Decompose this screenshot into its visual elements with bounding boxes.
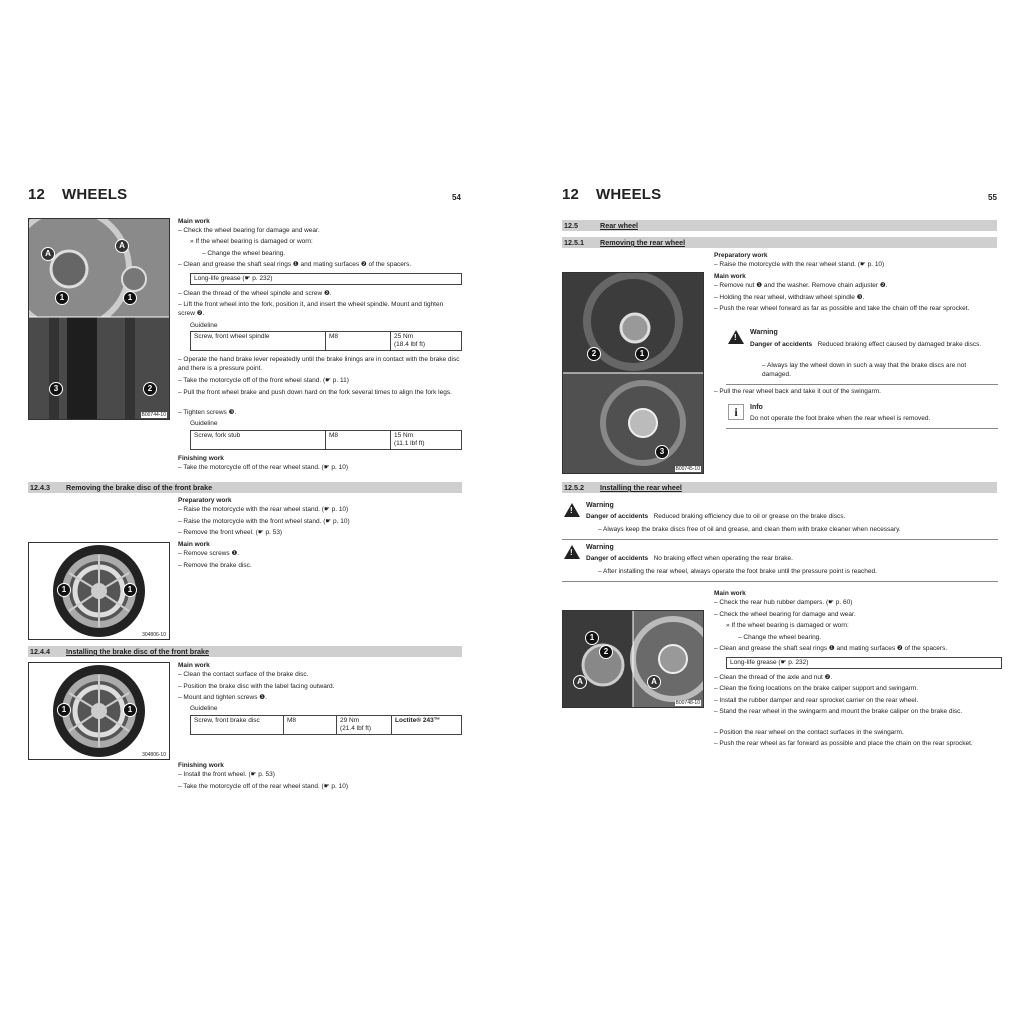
warning-text: Danger of accidents Reduced braking efficiency due to oil or grease on the brake discs. xyxy=(586,513,846,520)
step: – Operate the hand brake lever repeatedly until the brake linings are in contact with the brake disc and there is a pressure point. xyxy=(178,356,460,372)
step: – Take the motorcycle off of the rear wheel stand. (☛ p. 10) xyxy=(178,464,348,471)
step: – Check the rear hub rubber dampers. (☛ p. 60) xyxy=(714,599,853,606)
warning-box xyxy=(562,499,998,540)
chapter-heading xyxy=(562,186,661,203)
page-number: 55 xyxy=(988,193,997,202)
torque-table xyxy=(190,430,462,450)
spec-torque: 29 Nm (21.4 lbf ft) xyxy=(337,716,392,735)
figure-code: B00748-10 xyxy=(675,700,700,706)
step: – Remove screws ❶. xyxy=(178,550,240,557)
spec-name: Screw, front brake disc xyxy=(191,716,284,735)
spec-torque: 25 Nm (18.4 lbf ft) xyxy=(391,332,462,351)
chapter-title: WHEELS xyxy=(596,186,662,203)
step: – Clean and grease the shaft seal rings ❶ and mating surfaces ❷ of the spacers. xyxy=(178,261,412,268)
step: – Clean the fixing locations on the brake caliper support and swingarm. xyxy=(714,685,919,692)
spec-name: Screw, fork stub xyxy=(191,431,326,450)
section-header-12-5 xyxy=(562,220,997,231)
preparatory-work-label: Preparatory work xyxy=(714,252,768,259)
callout-a: A xyxy=(41,247,55,261)
step: – Install the front wheel. (☛ p. 53) xyxy=(178,771,275,778)
step: – Pull the rear wheel back and take it out of the swingarm. xyxy=(714,388,881,395)
section-title: Removing the rear wheel xyxy=(600,238,686,247)
warning-text: Danger of accidents No braking effect when operating the rear brake. xyxy=(586,555,793,562)
brake-disc-photo xyxy=(28,542,170,640)
grease-box: Long-life grease (☛ p. 232) xyxy=(726,657,1002,669)
section-title: Rear wheel xyxy=(600,221,638,230)
condition: » If the wheel bearing is damaged or worn: xyxy=(190,238,313,245)
main-work-label: Main work xyxy=(178,541,210,548)
step: – Raise the motorcycle with the front wheel stand. (☛ p. 10) xyxy=(178,518,350,525)
figure-code: B00744-10 xyxy=(141,412,166,418)
step: – Raise the motorcycle with the rear wheel stand. (☛ p. 10) xyxy=(178,506,349,513)
main-work-label: Main work xyxy=(178,662,210,669)
chapter-number: 12 xyxy=(28,186,46,203)
callout-a: A xyxy=(115,239,129,253)
callout-1: 1 xyxy=(123,703,137,717)
rear-hub-illustration xyxy=(563,611,703,707)
warning-triangle-icon: ! xyxy=(564,503,580,517)
spec-thread: M8 xyxy=(326,332,391,351)
warning-title: Warning xyxy=(586,544,614,551)
info-icon: i xyxy=(728,404,744,420)
step: – Take the motorcycle off of the front wheel stand. (☛ p. 11) xyxy=(178,377,349,384)
step: – Stand the rear wheel in the swingarm and mount the brake caliper on the brake disc. xyxy=(714,708,963,715)
callout-1: 1 xyxy=(57,703,71,717)
step: – Check the wheel bearing for damage and wear. xyxy=(178,227,320,234)
condition: » If the wheel bearing is damaged or worn: xyxy=(726,622,849,629)
callout-1: 1 xyxy=(57,583,71,597)
spec-thread: M8 xyxy=(326,431,391,450)
callout-1: 1 xyxy=(123,583,137,597)
figure-code: 304806-10 xyxy=(142,632,166,638)
step: – Mount and tighten screws ❶. xyxy=(178,694,267,701)
step: – Holding the rear wheel, withdraw wheel spindle ❸. xyxy=(714,294,865,301)
callout-a: A xyxy=(647,675,661,689)
step: – Position the brake disc with the label facing outward. xyxy=(178,683,335,690)
spec-thread: M8 xyxy=(284,716,337,735)
step: – Push the rear wheel forward as far as possible and take the chain off the rear sprocket. xyxy=(714,305,970,312)
preparatory-work-label: Preparatory work xyxy=(178,497,232,504)
step: – Lift the front wheel into the fork, position it, and insert the wheel spindle. Mount and tighten screw ❷. xyxy=(178,301,444,317)
page-number: 54 xyxy=(452,193,461,202)
warning-text: Danger of accidents Reduced braking effect caused by damaged brake discs. xyxy=(750,341,982,348)
step: – Push the rear wheel as far forward as possible and place the chain on the rear sprocket. xyxy=(714,740,973,747)
section-header-12-5-2 xyxy=(562,482,997,493)
warning-triangle-icon: ! xyxy=(564,545,580,559)
section-title: Removing the brake disc of the front brake xyxy=(66,483,213,492)
guideline-label: Guideline xyxy=(190,705,218,712)
main-work-label: Main work xyxy=(178,218,210,225)
rear-wheel-illustration xyxy=(563,273,703,473)
step: – Position the rear wheel on the contact surfaces in the swingarm. xyxy=(714,729,904,736)
step: – Clean and grease the shaft seal rings ❶ and mating surfaces ❷ of the spacers. xyxy=(714,645,948,652)
section-header-12-4-3 xyxy=(28,482,462,493)
warning-box xyxy=(726,326,998,385)
figure-code: 304806-10 xyxy=(142,752,166,758)
callout-1: 1 xyxy=(55,291,69,305)
callout-a: A xyxy=(573,675,587,689)
callout-1: 1 xyxy=(123,291,137,305)
brake-disc-install-photo xyxy=(28,662,170,760)
warning-box xyxy=(562,541,998,582)
section-title: Installing the rear wheel xyxy=(600,483,682,492)
step: – Clean the thread of the wheel spindle and screw ❷. xyxy=(178,290,332,297)
step: – Remove the brake disc. xyxy=(178,562,252,569)
step: – Install the rubber damper and rear sprocket carrier on the rear wheel. xyxy=(714,697,919,704)
section-header-12-4-4 xyxy=(28,646,462,657)
warning-title: Warning xyxy=(586,502,614,509)
finishing-work-label: Finishing work xyxy=(178,762,224,769)
step: – Clean the thread of the axle and nut ❷. xyxy=(714,674,833,681)
chapter-number: 12 xyxy=(562,186,580,203)
sub-step: – Change the wheel bearing. xyxy=(738,634,822,641)
warning-item: – Always lay the wheel down in such a way that the brake discs are not damaged. xyxy=(762,362,967,378)
rear-wheel-photo xyxy=(562,272,704,474)
step: – Raise the motorcycle with the rear wheel stand. (☛ p. 10) xyxy=(714,261,885,268)
info-text: Do not operate the foot brake when the rear wheel is removed. xyxy=(750,415,931,422)
callout-3: 3 xyxy=(49,382,63,396)
figure-code: B00745-10 xyxy=(675,466,700,472)
grease-box: Long-life grease (☛ p. 232) xyxy=(190,273,462,285)
chapter-heading xyxy=(28,186,127,203)
brake-disc-illustration xyxy=(29,663,169,759)
section-number: 12.5.2 xyxy=(564,483,584,492)
sub-step: – Change the wheel bearing. xyxy=(202,250,286,257)
torque-table xyxy=(190,331,462,351)
section-header-12-5-1 xyxy=(562,237,997,248)
warning-title: Warning xyxy=(750,329,778,336)
callout-1: 1 xyxy=(635,347,649,361)
callout-3: 3 xyxy=(655,445,669,459)
guideline-label: Guideline xyxy=(190,322,218,329)
step: – Clean the contact surface of the brake disc. xyxy=(178,671,309,678)
spec-torque: 15 Nm (11.1 lbf ft) xyxy=(391,431,462,450)
callout-2: 2 xyxy=(587,347,601,361)
callout-2: 2 xyxy=(143,382,157,396)
info-box xyxy=(726,400,998,429)
rear-hub-photo xyxy=(562,610,704,708)
main-work-label: Main work xyxy=(714,590,746,597)
main-work-label: Main work xyxy=(714,273,746,280)
section-number: 12.5.1 xyxy=(564,238,584,247)
finishing-work-label: Finishing work xyxy=(178,455,224,462)
callout-2: 2 xyxy=(599,645,613,659)
section-number: 12.4.4 xyxy=(30,647,50,656)
section-number: 12.4.3 xyxy=(30,483,50,492)
warning-item: – After installing the rear wheel, always operate the foot brake until the pressure point is reached. xyxy=(598,568,877,575)
step: – Check the wheel bearing for damage and wear. xyxy=(714,611,856,618)
step: – Remove nut ❶ and the washer. Remove chain adjuster ❷. xyxy=(714,282,888,289)
step: – Take the motorcycle off of the rear wheel stand. (☛ p. 10) xyxy=(178,783,348,790)
right-page xyxy=(512,0,1024,1024)
guideline-label: Guideline xyxy=(190,420,218,427)
brake-disc-illustration xyxy=(29,543,169,639)
torque-table xyxy=(190,715,462,735)
section-title: Installing the brake disc of the front brake xyxy=(66,647,209,656)
warning-item: – Always keep the brake discs free of oil and grease, and clean them with brake cleaner when necessary. xyxy=(598,526,901,533)
callout-1: 1 xyxy=(585,631,599,645)
spec-name: Screw, front wheel spindle xyxy=(191,332,326,351)
section-number: 12.5 xyxy=(564,221,578,230)
spec-threadlocker: Loctite® 243™ xyxy=(392,716,462,735)
step: – Tighten screws ❸. xyxy=(178,409,237,416)
warning-triangle-icon: ! xyxy=(728,330,744,344)
info-title: Info xyxy=(750,404,763,411)
chapter-title: WHEELS xyxy=(62,186,128,203)
front-wheel-photo xyxy=(28,218,170,420)
step: – Remove the front wheel. (☛ p. 53) xyxy=(178,529,283,536)
step: – Pull the front wheel brake and push down hard on the fork several times to align the fork legs. xyxy=(178,389,452,396)
